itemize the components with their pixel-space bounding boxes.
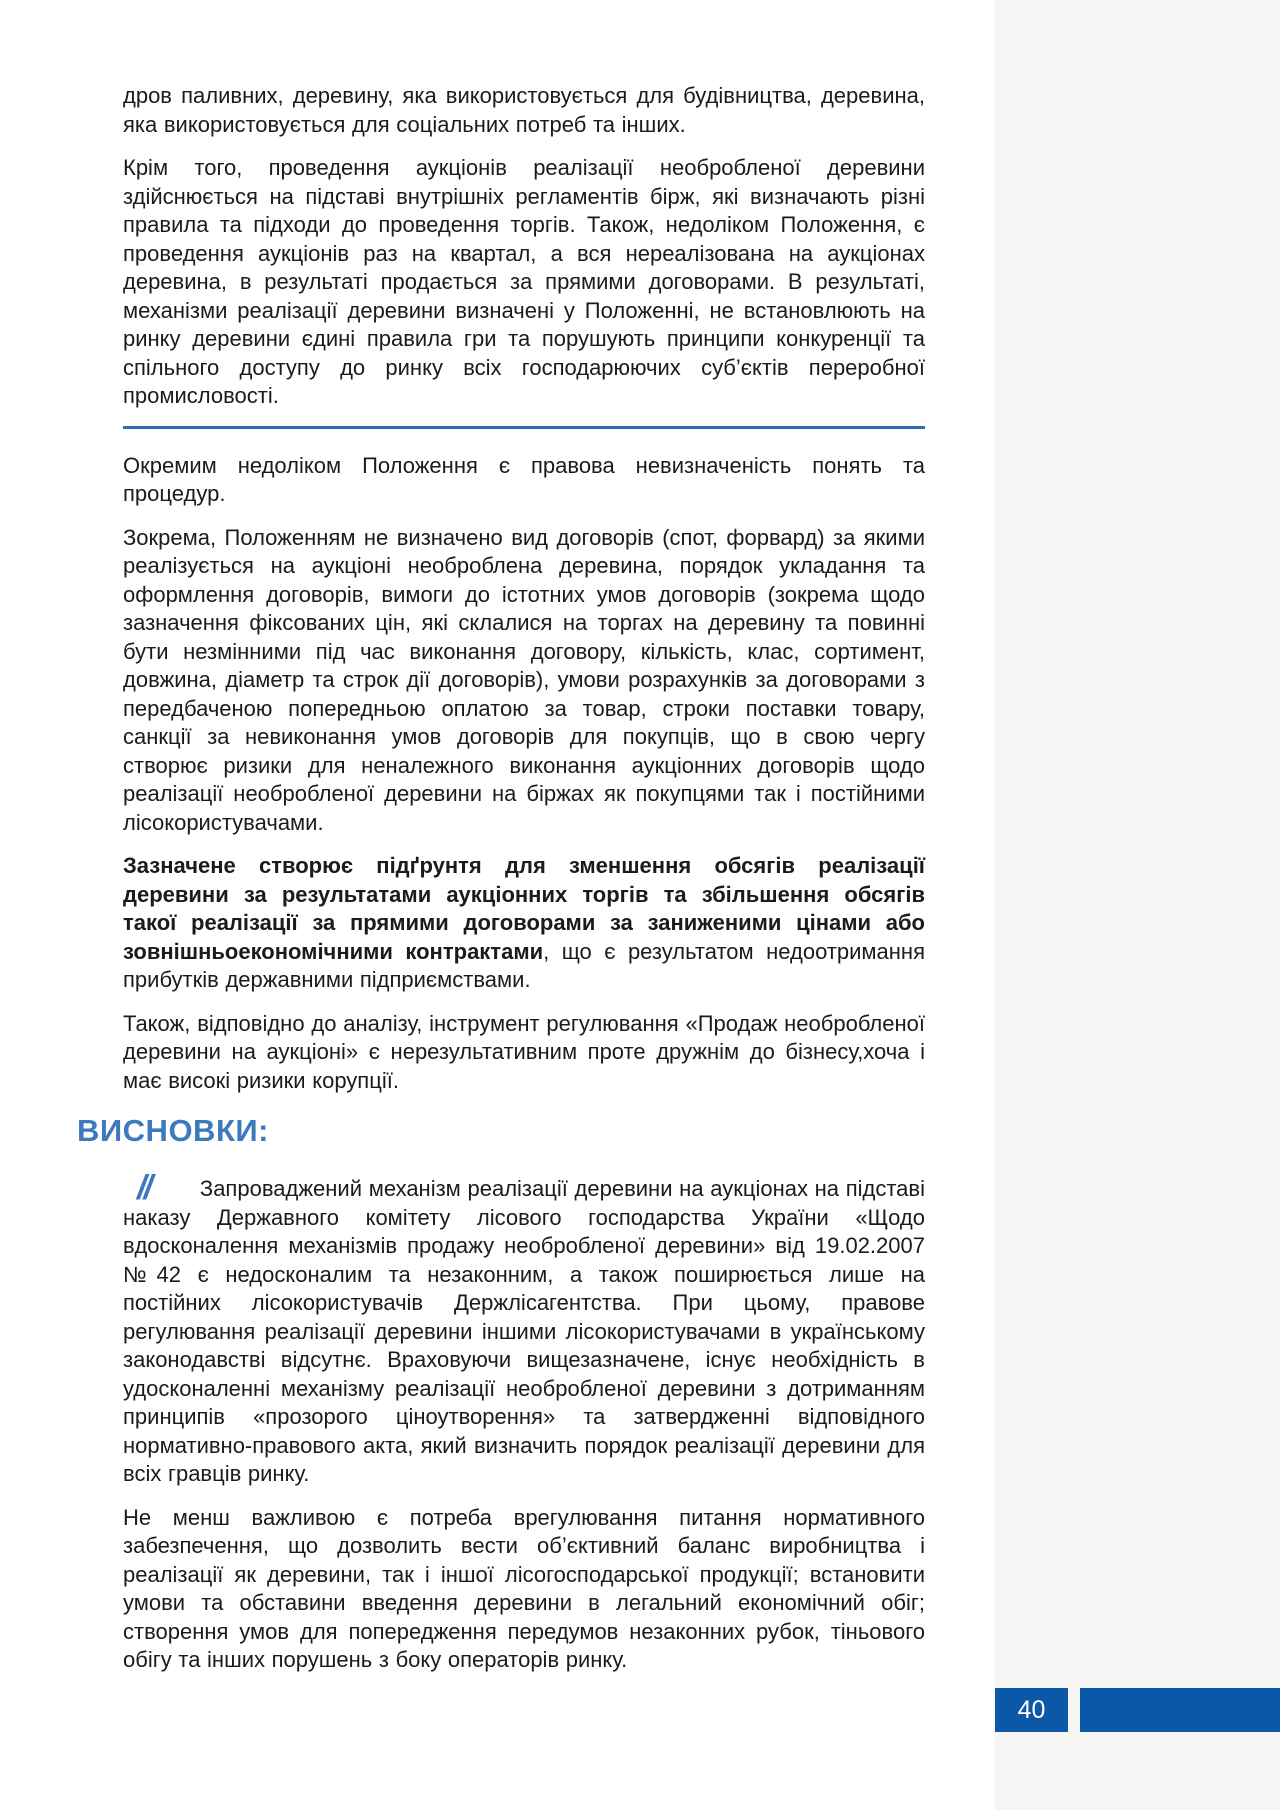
paragraph-analysis-result: Також, відповідно до аналізу, інструмент регулювання «Продаж необробленої деревини на аукціоні» є нерезультативним проте дружнім до бізнесу,хоча і має високі ризики корупції. xyxy=(123,1010,925,1093)
right-margin-strip xyxy=(995,0,1280,1810)
paragraph-legal-uncertainty: Окремим недоліком Положення є правова невизначеність понять та процедур. xyxy=(123,452,925,506)
paragraph-contract-details: Зокрема, Положенням не визначено вид договорів (спот, форвард) за якими реалізується на аукціоні необроблена деревина, порядок укладання та оформлення договорів, вимоги до істотних умов договорів (зокрема щодо зазначення фіксованих цін, які склалися на торгах на деревину та повинні бути незмінними під час виконання договору, кількість, клас, сортимент, довжина, діаметр та строк дії договорів), умови розрахунків за договорами з передбаченою попередньою оплатою за товар, строки поставки товару, санкції за невиконання умов договорів для покупців, що в свою чергу створює ризики для неналежного виконання аукціонних договорів щодо реалізації необробленої деревини на біржах як покупцями так і постійними лісокористувачами. xyxy=(123,524,925,835)
paragraph-auction-regulations: Крім того, проведення аукціонів реалізації необробленої деревини здійснюється на підставі внутрішніх регламентів бірж, які визначають різні правила та підходи до проведення торгів. Також, недоліком Положення, є проведення аукціонів раз на квартал, а вся нереалізована на аукціонах деревина, в результаті продається за прямими договорами. В результаті, механізми реалізації деревини визначені у Положенні, не встановлюють на ринку деревини єдині правила гри та порушують принципи конкуренції та спільного доступу до ринку всіх господарюючих суб’єктів переробної промисловості. xyxy=(123,155,925,408)
key-finding-regular-text: , що є результатом недоотримання прибутків державними підприємствами. xyxy=(123,938,925,992)
key-finding-bold-text: Зазначене створює підґрунтя для зменшення обсягів реалізації деревини за результатами аукціонних торгів та збільшення обсягів такої реалізації за прямими договорами за заниженими цінами або зовнішньоекономічними контрактами xyxy=(123,853,925,964)
page-body xyxy=(77,82,925,1690)
paragraph-continuation: дров паливних, деревину, яка використовується для будівництва, деревина, яка використовується для соціальних потреб та інших. xyxy=(123,83,925,137)
footer-accent-bar xyxy=(1080,1688,1280,1732)
paragraph-key-finding xyxy=(123,852,925,995)
conclusions-heading: ВИСНОВКИ: xyxy=(77,1113,269,1148)
section-divider-line xyxy=(123,426,925,429)
paragraph-conclusion-main xyxy=(123,1169,925,1489)
page-number-text: 40 xyxy=(1017,1695,1046,1724)
conclusion-main-text: Запроваджений механізм реалізації деревини на аукціонах на підставі наказу Державного комітету лісового господарства України «Щодо вдосконалення механізмів продажу необробленої деревини» від 19.02.2007 №42 є недосконалим та незаконним, а також поширюється лише на постійних лісокористувачів Держлісагентства. При цьому, правове регулювання реалізації деревини іншими лісокористувачами в українському законодавстві відсутнє. Враховуючи вищезазначене, існує необхідність в удосконаленні механізму реалізації необробленої деревини з дотриманням принципів «прозорого ціноутворення» та затвердженні відповідного нормативно-правового акта, який визначить порядок реалізації деревини для всіх гравців ринку. xyxy=(123,1176,925,1486)
page-number-badge xyxy=(995,1688,1068,1732)
conclusion-slashes-marker: // xyxy=(137,1169,150,1207)
paragraph-conclusion-secondary: Не менш важливою є потреба врегулювання питання нормативного забезпечення, що дозволить вести об’єктивний баланс виробництва і реалізації як деревини, так і іншої лісогосподарської продукції; встановити умови та обставини введення деревини в легальний економічний обіг; створення умов для попередження передумов незаконних рубок, тіньового обігу та інших порушень з боку операторів ринку. xyxy=(123,1504,925,1672)
